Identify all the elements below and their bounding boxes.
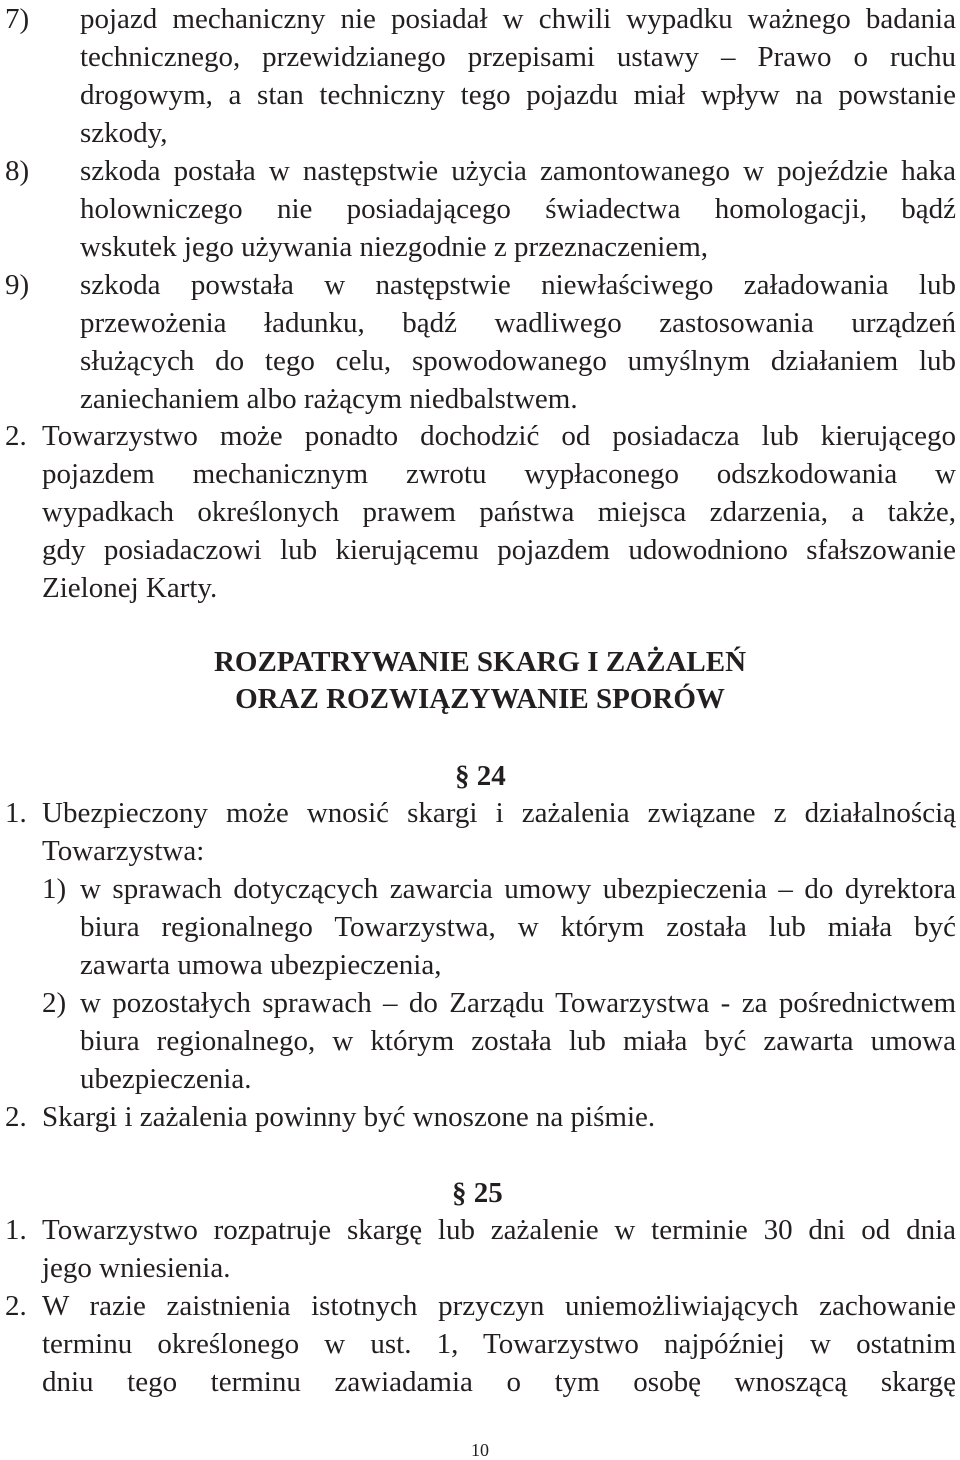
s24-p1-line-1: Ubezpieczony może wnosić skargi i zażalenia związane z działalnością xyxy=(42,797,956,829)
s24-p2-line-1: Skargi i zażalenia powinny być wnoszone na piśmie. xyxy=(42,1101,656,1133)
s24-s1-number: 1) xyxy=(42,873,67,905)
s24-p2-number: 2. xyxy=(5,1101,27,1133)
item-7-line-3: drogowym, a stan techniczny tego pojazdu miał wpływ na powstanie xyxy=(80,79,956,111)
s25-p2-line-2: terminu określonego w ust. 1, Towarzystwo najpóźniej w ostatnim xyxy=(42,1328,956,1360)
point-2-number: 2. xyxy=(5,420,27,452)
item-8-line-3: wskutek jego używania niezgodnie z przeznaczeniem, xyxy=(80,231,709,263)
item-9-line-3: służących do tego celu, spowodowanego umyślnym działaniem lub xyxy=(80,345,956,377)
paragraph-24-mark: § 24 xyxy=(455,760,506,792)
item-8-line-1: szkoda postała w następstwie użycia zamontowanego w pojeździe haka xyxy=(80,155,956,187)
s25-p2-number: 2. xyxy=(5,1290,27,1322)
item-7-line-4: szkody, xyxy=(80,117,168,149)
paragraph-25-mark: § 25 xyxy=(452,1177,503,1209)
item-9-line-1: szkoda powstała w następstwie niewłaściwego załadowania lub xyxy=(80,269,956,301)
item-9-number: 9) xyxy=(5,269,30,301)
s24-p1-line-2: Towarzystwa: xyxy=(42,835,205,867)
s25-p1-line-1: Towarzystwo rozpatruje skargę lub zażalenie w terminie 30 dni od dnia xyxy=(42,1214,956,1246)
item-9-line-4: zaniechaniem albo rażącym niedbalstwem. xyxy=(80,383,578,415)
point-2-line-2: pojazdem mechanicznym zwrotu wypłaconego odszkodowania w xyxy=(42,458,956,490)
item-7-line-1: pojazd mechaniczny nie posiadał w chwili wypadku ważnego badania xyxy=(80,3,956,35)
item-7-line-2: technicznego, przewidzianego przepisami ustawy – Prawo o ruchu xyxy=(80,41,956,73)
s24-s1-line-2: biura regionalnego Towarzystwa, w którym została lub miała być xyxy=(80,911,956,943)
s24-s2-line-3: ubezpieczenia. xyxy=(80,1063,252,1095)
item-7-number: 7) xyxy=(5,3,30,35)
point-2-line-1: Towarzystwo może ponadto dochodzić od posiadacza lub kierującego xyxy=(42,420,956,452)
s25-p2-line-3: dniu tego terminu zawiadamia o tym osobę wnoszącą skargę xyxy=(42,1366,956,1398)
point-2-line-5: Zielonej Karty. xyxy=(42,572,218,604)
item-8-line-2: holowniczego nie posiadającego świadectwa homologacji, bądź xyxy=(80,193,956,225)
s24-p1-number: 1. xyxy=(5,797,27,829)
s24-s1-line-1: w sprawach dotyczących zawarcia umowy ubezpieczenia – do dyrektora xyxy=(80,873,956,905)
s25-p2-line-1: W razie zaistnienia istotnych przyczyn uniemożliwiających zachowanie xyxy=(42,1290,956,1322)
item-9-line-2: przewożenia ładunku, bądź wadliwego zastosowania urządzeń xyxy=(80,307,956,339)
s24-s2-line-2: biura regionalnego, w którym została lub miała być zawarta umowa xyxy=(80,1025,956,1057)
item-8-number: 8) xyxy=(5,155,30,187)
s24-s2-number: 2) xyxy=(42,987,67,1019)
s25-p1-number: 1. xyxy=(5,1214,27,1246)
point-2-line-4: gdy posiadaczowi lub kierującemu pojazdem udowodniono sfałszowanie xyxy=(42,534,956,566)
point-2-line-3: wypadkach określonych prawem państwa miejsca zdarzenia, a także, xyxy=(42,496,956,528)
page-number: 10 xyxy=(471,1440,489,1460)
s24-s2-line-1: w pozostałych sprawach – do Zarządu Towarzystwa - za pośrednictwem xyxy=(80,987,956,1019)
s24-s1-line-3: zawarta umowa ubezpieczenia, xyxy=(80,949,442,981)
section-heading-line-1: ROZPATRYWANIE SKARG I ZAŻALEŃ xyxy=(213,646,747,678)
section-heading-line-2: ORAZ ROZWIĄZYWANIE SPORÓW xyxy=(235,683,725,715)
s25-p1-line-2: jego wniesienia. xyxy=(42,1252,231,1284)
